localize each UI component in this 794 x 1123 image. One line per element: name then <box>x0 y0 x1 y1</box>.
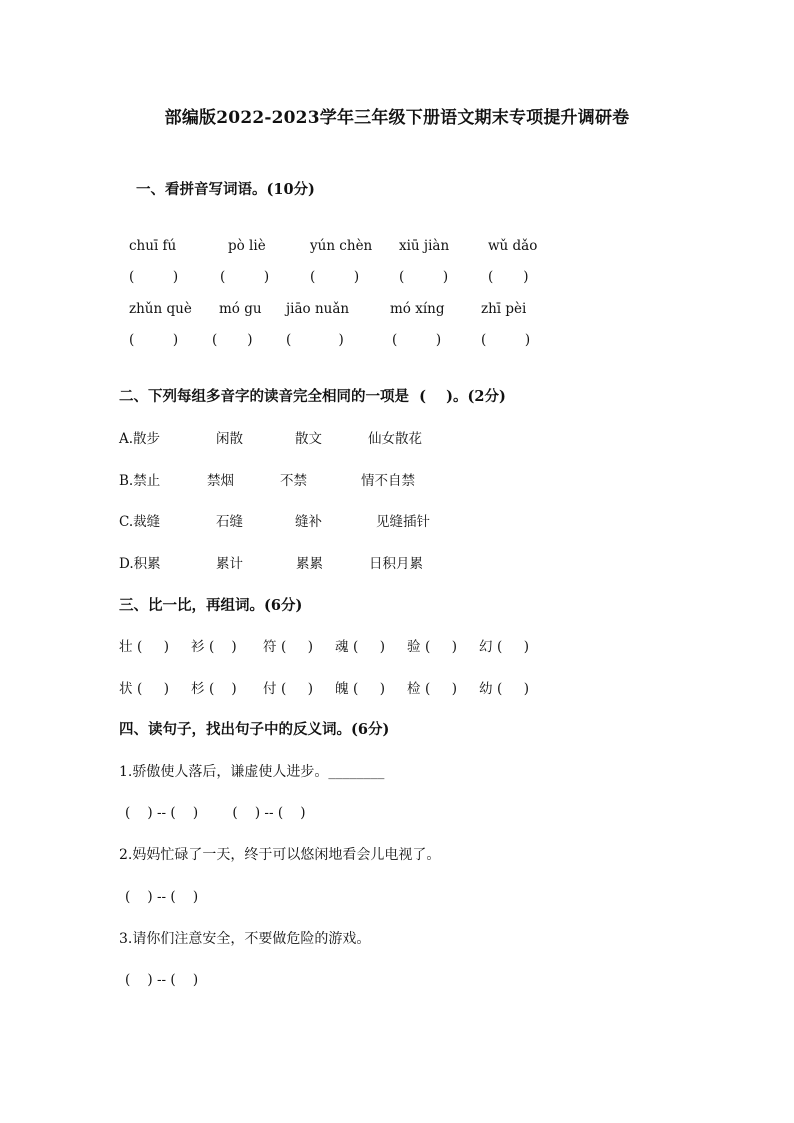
option-word: 缝补 <box>295 514 322 530</box>
answer-blank[interactable]: ( ) <box>425 681 457 697</box>
question-3: 3.请你们注意安全，不要做危险的游戏。 <box>119 931 371 947</box>
answer-blank[interactable]: ( ) <box>281 681 313 697</box>
compare-char: 魄 <box>335 681 349 697</box>
compare-char: 幼 <box>479 681 493 697</box>
pinyin: yún chèn <box>310 238 373 254</box>
answer-blank[interactable]: ( ) <box>129 269 179 285</box>
answer-blank[interactable]: ( ) <box>209 681 237 697</box>
pinyin: xiū jiàn <box>399 238 450 254</box>
section1-heading: 一、看拼音写词语。(10分) <box>136 181 315 198</box>
compare-char: 衫 <box>191 639 205 655</box>
compare-char: 检 <box>407 681 421 697</box>
option-word: C.裁缝 <box>119 514 161 530</box>
option-word: A.散步 <box>119 431 161 447</box>
answer-blank[interactable]: ( ) <box>286 332 344 348</box>
answer-blank[interactable]: ( ) <box>129 332 179 348</box>
option-word: 不禁 <box>280 473 307 489</box>
compare-char: 魂 <box>335 639 349 655</box>
answer-blank[interactable]: ( ) -- ( ) ( ) -- ( ) <box>125 805 306 821</box>
pinyin: mó xíng <box>390 301 445 317</box>
pinyin: chuī fú <box>129 238 177 254</box>
pinyin: jiāo nuǎn <box>286 301 350 317</box>
option-word: 散文 <box>295 431 322 447</box>
option-word: B.禁止 <box>119 473 161 489</box>
pinyin: wǔ dǎo <box>488 238 538 254</box>
page-title: 部编版2022-2023学年三年级下册语文期末专项提升调研卷 <box>164 108 630 128</box>
answer-blank[interactable]: ( ) <box>220 269 270 285</box>
answer-blank[interactable]: ( ) <box>497 681 529 697</box>
option-word: 闲散 <box>216 431 243 447</box>
answer-blank[interactable]: ( ) -- ( ) <box>125 972 199 988</box>
answer-blank[interactable]: ( ) <box>212 332 253 348</box>
question-2: 2.妈妈忙碌了一天，终于可以悠闲地看会儿电视了。 <box>119 847 441 863</box>
compare-char: 符 <box>263 639 277 655</box>
option-word: 石缝 <box>216 514 243 530</box>
option-word: 情不自禁 <box>361 473 415 489</box>
answer-blank[interactable]: ( ) <box>497 639 529 655</box>
answer-blank[interactable]: ( ) <box>488 269 529 285</box>
answer-blank[interactable]: ( ) <box>353 639 385 655</box>
option-word: 累累 <box>296 556 323 572</box>
compare-char: 验 <box>407 639 421 655</box>
answer-blank[interactable]: ( ) <box>281 639 313 655</box>
pinyin: mó gu <box>219 301 262 317</box>
compare-char: 付 <box>263 681 277 697</box>
compare-char: 状 <box>119 681 133 697</box>
compare-char: 壮 <box>119 639 133 655</box>
answer-blank[interactable]: ( ) <box>137 639 169 655</box>
answer-blank[interactable]: ( ) <box>399 269 449 285</box>
option-word: 累计 <box>216 556 243 572</box>
option-word: 见缝插针 <box>376 514 430 530</box>
compare-char: 杉 <box>191 681 205 697</box>
option-word: 日积月累 <box>369 556 423 572</box>
answer-blank[interactable]: ( ) <box>209 639 237 655</box>
section3-heading: 三、比一比，再组词。(6分) <box>119 597 303 614</box>
option-word: D.积累 <box>119 556 161 572</box>
answer-blank[interactable]: ( ) -- ( ) <box>125 889 199 905</box>
pinyin: pò liè <box>228 238 266 254</box>
answer-blank[interactable]: ( ) <box>310 269 360 285</box>
section4-heading: 四、读句子，找出句子中的反义词。(6分) <box>119 721 390 738</box>
answer-blank[interactable]: ( ) <box>137 681 169 697</box>
section2-heading: 二、下列每组多音字的读音完全相同的一项是 ( )。(2分) <box>119 388 506 405</box>
pinyin: zhī pèi <box>481 301 527 317</box>
answer-blank[interactable]: ( ) <box>425 639 457 655</box>
option-word: 仙女散花 <box>368 431 422 447</box>
answer-blank[interactable]: ( ) <box>392 332 442 348</box>
answer-blank[interactable]: ( ) <box>353 681 385 697</box>
option-word: 禁烟 <box>207 473 234 489</box>
compare-char: 幻 <box>479 639 493 655</box>
pinyin: zhǔn què <box>129 301 192 317</box>
answer-blank[interactable]: ( ) <box>481 332 531 348</box>
question-1: 1.骄傲使人落后，谦虚使人进步。________ <box>119 764 385 780</box>
